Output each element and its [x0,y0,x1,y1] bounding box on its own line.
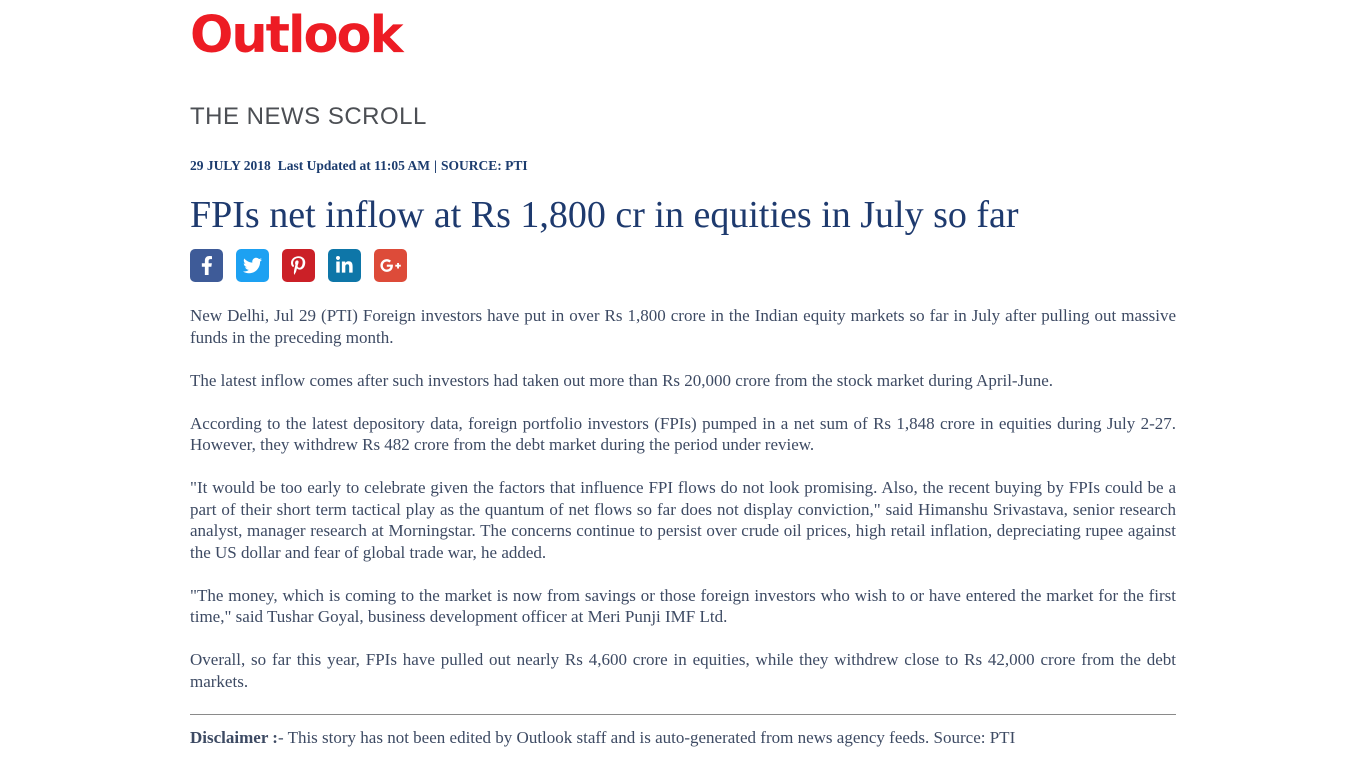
article-headline: FPIs net inflow at Rs 1,800 cr in equities in July so far [190,194,1019,237]
facebook-share-button[interactable] [190,249,223,282]
dateline-separator: | [434,158,438,174]
article-paragraph: "The money, which is coming to the market is now from savings or those foreign investors who wish to or have entered the market for the first time," said Tushar Goyal, business development officer at Meri Punji IMF Ltd. [190,585,1176,627]
disclaimer-text: - This story has not been edited by Outlook staff and is auto-generated from news agency feeds. Source: PTI [277,727,1016,747]
disclaimer [190,727,1176,749]
googleplus-share-button[interactable] [374,249,407,282]
article-body [190,305,1176,692]
twitter-share-button[interactable] [236,249,269,282]
pinterest-icon [291,256,305,275]
social-share-row [190,249,1176,282]
last-updated-text: Last Updated at 11:05 AM [277,158,431,174]
page-container [190,0,1176,748]
divider [190,714,1176,715]
linkedin-share-button[interactable] [328,249,361,282]
date-text: 29 JULY 2018 [190,158,271,174]
source-text: SOURCE: PTI [441,158,528,174]
disclaimer-label: Disclaimer : [190,727,278,747]
pinterest-share-button[interactable] [282,249,315,282]
section-title: THE NEWS SCROLL [190,103,427,130]
googleplus-icon [380,257,401,274]
article-paragraph: "It would be too early to celebrate given the factors that influence FPI flows do not look promising. Also, the recent buying by FPIs could be a part of their short term tactical play as the quantum of net flows so far does not display conviction," said Himanshu Srivastava, senior research analyst, manager research at Morningstar. The concerns continue to persist over crude oil prices, high retail inflation, depreciating rupee against the US dollar and fear of global trade war, he added. [190,477,1176,563]
outlook-logo[interactable]: Outlook [190,6,402,65]
twitter-icon [243,256,262,275]
article-paragraph: The latest inflow comes after such investors had taken out more than Rs 20,000 crore from the stock market during April-June. [190,370,1053,390]
linkedin-icon [336,256,353,275]
article-paragraph: New Delhi, Jul 29 (PTI) Foreign investors have put in over Rs 1,800 crore in the Indian equity markets so far in July after pulling out massive funds in the preceding month. [190,306,1176,348]
article-paragraph: Overall, so far this year, FPIs have pulled out nearly Rs 4,600 crore in equities, while they withdrew close to Rs 42,000 crore from the debt markets. [190,650,1176,691]
facebook-icon [201,256,213,275]
article-paragraph: According to the latest depository data, foreign portfolio investors (FPIs) pumped in a net sum of Rs 1,848 crore in equities during July 2-27. However, they withdrew Rs 482 crore from the debt market during the period under review. [190,413,1176,455]
dateline [190,158,1176,174]
